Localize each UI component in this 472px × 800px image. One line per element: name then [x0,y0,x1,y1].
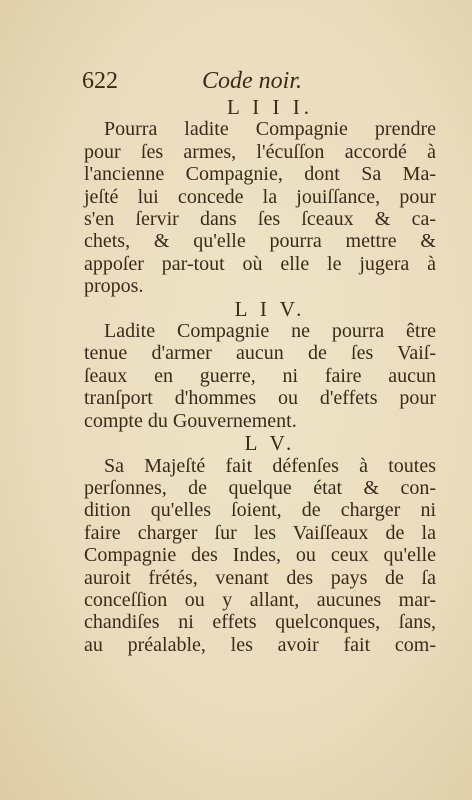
page-number: 622 [82,68,118,94]
text-line: Pourra ladite Compagnie prendre [104,118,436,141]
text-line: dition qu'elles ſoient, de charger ni [84,499,436,522]
running-title: Code noir. [202,68,303,94]
text-line: l'ancienne Compagnie, dont Sa Ma- [84,163,436,186]
text-line: auroit frétés, venant des pays de ſa [84,566,436,589]
article-heading: L V. [244,431,296,456]
text-line: jeſté lui concede la jouiſſance, pour [84,185,436,208]
text-line: ſeaux en guerre, ni faire aucun [84,364,436,387]
article-section [84,298,436,432]
text-line: conceſſion ou y allant, aucunes mar- [84,588,436,611]
text-line: s'en ſervir dans ſes ſceaux & ca- [84,208,436,231]
text-line: compte du Gouvernement. [84,409,297,432]
text-line: appoſer par-tout où elle le jugera à [84,252,436,275]
text-line: chets, & qu'elle pourra mettre & [84,230,436,253]
text-line: au préalable, les avoir fait com- [84,633,436,656]
text-line: Sa Majeſté fait défenſes à toutes [104,454,436,477]
text-line: tranſport d'hommes ou d'effets pour [84,387,436,410]
text-line: chandiſes ni effets quelconques, ſans, [84,611,436,634]
text-line: Compagnie des Indes, ou ceux qu'elle [84,544,436,567]
text-line: pour ſes armes, l'écuſſon accordé à [84,140,436,163]
text-line: Ladite Compagnie ne pourra être [104,320,436,343]
text-line: perſonnes, de quelque état & con- [84,476,436,499]
article-heading: L I V. [234,296,306,321]
article-section [84,96,436,298]
text-line: tenue d'armer aucun de ſes Vaiſ- [84,342,436,365]
text-line: propos. [84,275,144,298]
body-text [84,96,436,656]
article-section [84,432,436,656]
article-heading: L I I I. [226,95,314,119]
text-line: faire charger ſur les Vaiſſeaux de la [84,521,436,544]
page-header [82,68,382,98]
